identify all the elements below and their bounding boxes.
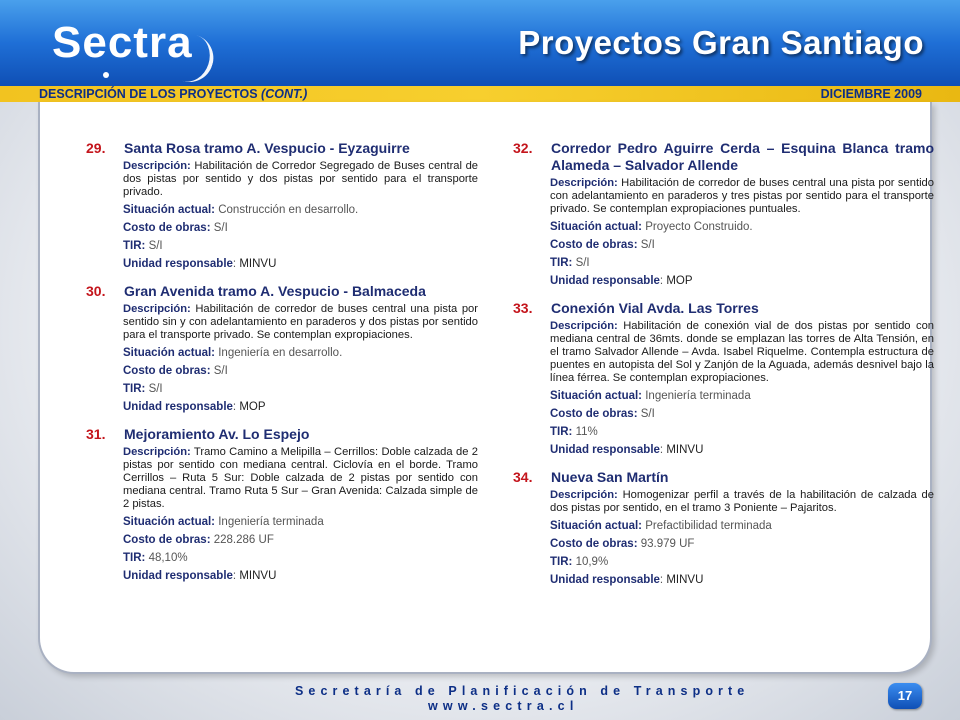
- project-cost: Costo de obras: 93.979 UF: [550, 538, 695, 550]
- project-description: Descripción: Habilitación de corredor de buses central una pista por sentido sin y con adelantamiento en paraderos y dos pistas por sentido para el transporte privado. Se contemplan expropiaciones.: [123, 303, 478, 341]
- project-title: Mejoramiento Av. Lo Espejo: [124, 426, 310, 442]
- project-item: [86, 283, 478, 414]
- project-unit: Unidad responsable: MINVU: [550, 574, 704, 586]
- footer-organization: Secretaría de Planificación de Transporte: [295, 684, 750, 698]
- project-title: Corredor Pedro Aguirre Cerda – Esquina Blanca tramo Alameda – Salvador Allende: [551, 140, 934, 173]
- project-number: 30.: [86, 283, 106, 299]
- project-cost: Costo de obras: S/I: [550, 408, 655, 420]
- project-tir: TIR: 10,9%: [550, 556, 609, 568]
- project-status: Situación actual: Ingeniería terminada: [550, 390, 751, 402]
- project-unit: Unidad responsable: MINVU: [123, 570, 277, 582]
- project-unit: Unidad responsable: MINVU: [550, 444, 704, 456]
- project-description: Descripción: Tramo Camino a Melipilla – Cerrillos: Doble calzada de 2 pistas por sentido con mediana central. Ciclovía en el borde. Tramo Cerrillos – Ruta 5 Sur: Doble calzada de 2 pistas por sentido con mediana central. Tramo Ruta 5 Sur – Gran Avenida: Calzada simple de 2 pistas.: [123, 446, 478, 510]
- project-description: Descripción: Homogenizar perfil a través de la habilitación de calzada de dos pistas por sentido, en el tramo 3 Poniente – Pajaritos.: [550, 489, 934, 514]
- project-status: Situación actual: Construcción en desarrollo.: [123, 204, 359, 216]
- project-number: 31.: [86, 426, 106, 442]
- project-cost: Costo de obras: S/I: [123, 222, 228, 234]
- project-unit: Unidad responsable: MOP: [550, 275, 693, 287]
- project-status: Situación actual: Prefactibilidad terminada: [550, 520, 772, 532]
- footer-url: www.sectra.cl: [428, 699, 579, 713]
- project-cost: Costo de obras: S/I: [123, 365, 228, 377]
- project-tir: TIR: S/I: [123, 383, 163, 395]
- project-description: Descripción: Habilitación de Corredor Segregado de Buses central de dos pistas por sentido y dos pistas por sentido para el transporte privado.: [123, 160, 479, 198]
- project-tir: TIR: S/I: [123, 240, 163, 252]
- project-title: Nueva San Martín: [551, 469, 669, 485]
- project-number: 29.: [86, 140, 106, 156]
- project-status: Situación actual: Ingeniería en desarrollo.: [123, 347, 343, 359]
- project-title: Santa Rosa tramo A. Vespucio - Eyzaguirre: [124, 140, 410, 156]
- project-unit: Unidad responsable: MINVU: [123, 258, 277, 270]
- project-description: Descripción: Habilitación de corredor de buses central una pista por sentido con adelantamiento en paraderos y tres pistas por sentido para el transporte privado. Se contemplan expropiaciones puntuales.: [550, 177, 935, 215]
- project-title: Conexión Vial Avda. Las Torres: [551, 300, 759, 316]
- date-label: DICIEMBRE 2009: [820, 87, 922, 101]
- project-tir: TIR: S/I: [550, 257, 590, 269]
- project-item: [513, 300, 934, 457]
- left-column: [86, 140, 478, 595]
- slide-title: Proyectos Gran Santiago: [518, 24, 924, 61]
- project-tir: TIR: 11%: [550, 426, 598, 438]
- project-description: Descripción: Habilitación de conexión vial de dos pistas por sentido con mediana central de 36mts. donde se emplazan las torres de Alta Tensión, en el tramo Salvador Allende – Avda. Isabel Riquelme. Contempla estructura de puentes en autopista del Sol y Zanjón de la Aguada, además desnivel bajo la línea férrea. Se contemplan expropiaciones.: [550, 320, 935, 384]
- sectra-logo: Sectra: [52, 18, 193, 67]
- right-column: [513, 140, 934, 599]
- page-number-badge: 17: [888, 683, 922, 709]
- project-item: [86, 426, 478, 583]
- project-status: Situación actual: Proyecto Construido.: [550, 221, 753, 233]
- project-number: 32.: [513, 140, 533, 156]
- project-item: [513, 140, 934, 288]
- project-item: [513, 469, 934, 587]
- logo-dot-icon: [103, 72, 109, 78]
- project-item: [86, 140, 478, 271]
- project-cost: Costo de obras: S/I: [550, 239, 655, 251]
- project-number: 34.: [513, 469, 533, 485]
- project-title: Gran Avenida tramo A. Vespucio - Balmaceda: [124, 283, 426, 299]
- project-tir: TIR: 48,10%: [123, 552, 188, 564]
- section-subtitle: DESCRIPCIÓN DE LOS PROYECTOS (CONT.): [39, 87, 308, 101]
- project-cost: Costo de obras: 228.286 UF: [123, 534, 274, 546]
- project-unit: Unidad responsable: MOP: [123, 401, 266, 413]
- project-number: 33.: [513, 300, 533, 316]
- project-status: Situación actual: Ingeniería terminada: [123, 516, 324, 528]
